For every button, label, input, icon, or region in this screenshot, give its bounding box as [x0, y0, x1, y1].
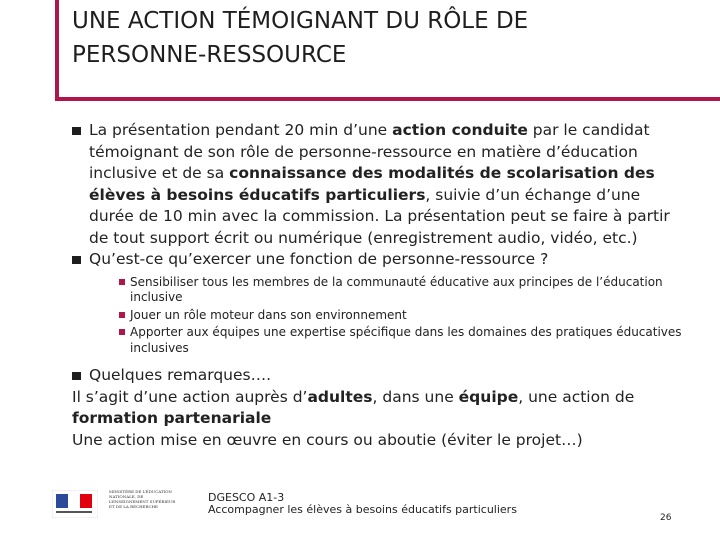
logo-text: MINISTÈRE DE L’ÉDUCATION NATIONALE, DE L’ENSEIGNEMENT SUPÉRIEUR ET DE LA RECHERCHE	[109, 489, 176, 509]
republic-flag-icon	[52, 490, 98, 518]
bullet-remarks: Quelques remarques….	[72, 365, 682, 387]
sub-bullet-item: Sensibiliser tous les membres de la communauté éducative aux principes de l’éducation inclusive	[119, 275, 682, 306]
sub-bullet-item: Apporter aux équipes une expertise spécifique dans les domaines des pratiques éducatives inclusives	[119, 325, 682, 356]
bold-run: formation partenariale	[72, 409, 272, 427]
slide-content	[72, 120, 682, 451]
page-number: 26	[660, 513, 672, 523]
bold-run: connaissance des modalités de scolarisation des élèves à besoins éducatifs particuliers	[89, 164, 655, 204]
text-run: par le candidat témoignant de son rôle de personne-ressource en matière d’éducation inclusive et de sa	[89, 121, 650, 182]
text-run: , dans une	[372, 387, 459, 406]
footer-line-1: DGESCO A1-3	[208, 491, 285, 504]
bold-run: équipe	[458, 387, 519, 406]
footer-text	[208, 492, 517, 516]
slide-title	[72, 4, 692, 72]
sub-bullet-list	[72, 275, 682, 357]
text-run: Il s’agit d’une action auprès d’	[72, 387, 308, 406]
title-line-1: UNE ACTION TÉMOIGNANT DU RÔLE DE	[72, 8, 529, 34]
title-line-2: PERSONNE-RESSOURCE	[72, 42, 347, 68]
text-run: , une action de	[518, 387, 635, 406]
remark-paragraph-2: Une action mise en œuvre en cours ou aboutie (éviter le projet…)	[72, 430, 583, 449]
text-run: , suivie d’un échange d’une durée de 10 min avec la commission. La présentation peut se faire à partir de tout support écrit ou numérique (enregistrement audio, vidéo, etc.)	[89, 185, 670, 247]
bullet-presentation	[72, 120, 682, 249]
sub-bullet-item: Jouer un rôle moteur dans son environnement	[119, 308, 682, 324]
footer-line-2: Accompagner les élèves à besoins éducatifs particuliers	[208, 503, 517, 516]
bold-run: adultes	[307, 387, 373, 406]
bullet-question: Qu’est-ce qu’exercer une fonction de personne-ressource ?	[72, 249, 682, 271]
bold-run: action conduite	[392, 121, 528, 139]
remark-paragraph-1	[72, 387, 682, 430]
text-run: La présentation pendant 20 min d’une	[89, 121, 393, 139]
ministry-logo	[52, 487, 182, 519]
